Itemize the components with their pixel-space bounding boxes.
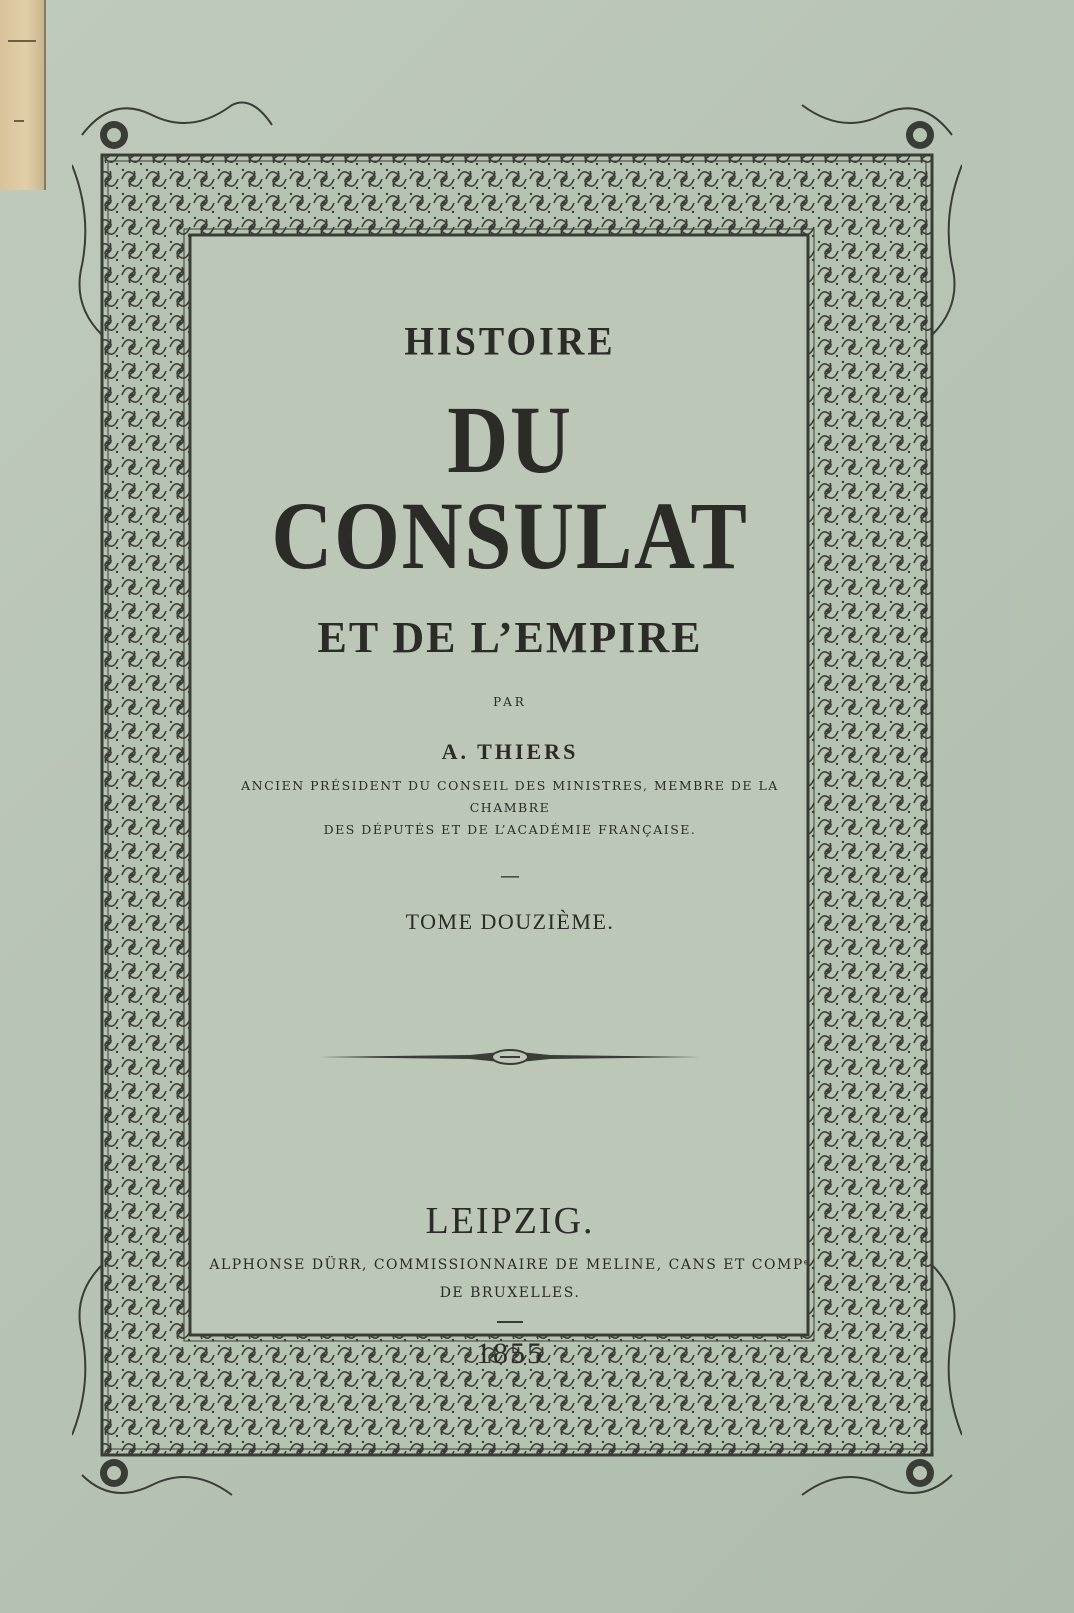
separator-dash: — — [500, 863, 520, 887]
publisher — [200, 1251, 820, 1307]
credentials-line-1: ANCIEN PRÉSIDENT DU CONSEIL DES MINISTRES, MEMBRE DE LA CHAMBRE — [241, 778, 779, 815]
title-line-2: DU CONSULAT — [271, 386, 749, 589]
decorative-rule-ornament — [200, 1045, 820, 1069]
by-label: PAR — [493, 695, 527, 709]
year-separator — [497, 1321, 523, 1323]
publication-city: LEIPZIG. — [425, 1200, 595, 1242]
title-line-3: ET DE L’EMPIRE — [317, 613, 703, 662]
author-name: A. THIERS — [441, 739, 579, 764]
volume-label: TOME DOUZIÈME. — [405, 909, 615, 934]
title-page-text — [200, 300, 820, 1371]
spine-label-strip — [0, 0, 46, 190]
spine-mark — [8, 40, 36, 42]
author-credentials — [200, 775, 820, 841]
publication-year: 1855 — [476, 1337, 544, 1370]
publisher-line-2: DE BRUXELLES. — [439, 1285, 581, 1301]
title-line-1: HISTOIRE — [404, 319, 616, 365]
credentials-line-2: DES DÉPUTÉS ET DE L’ACADÉMIE FRANÇAISE. — [323, 822, 697, 837]
publisher-line-1: ALPHONSE DÜRR, COMMISSIONNAIRE DE MELINE, CANS ET COMPᵉ — [209, 1257, 811, 1273]
spine-mark — [14, 120, 24, 122]
